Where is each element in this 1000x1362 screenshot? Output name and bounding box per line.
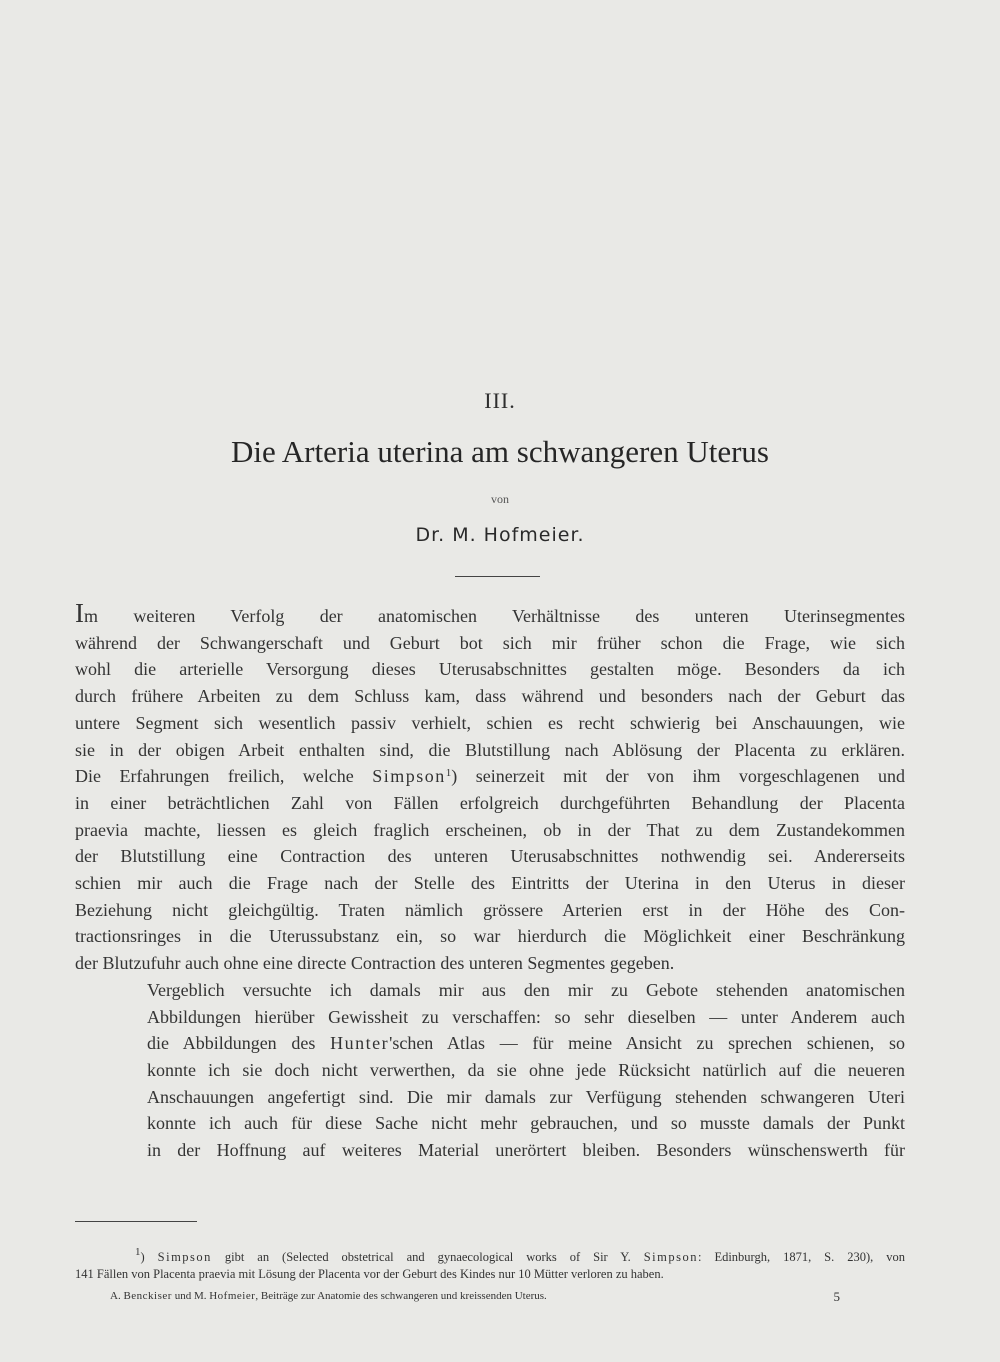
body-text <box>75 600 905 1164</box>
text-line: in einer beträchtlichen Zahl von Fällen erfolgreich durchgeführten Behandlung der Placenta <box>75 792 905 813</box>
paragraph-1 <box>75 600 905 977</box>
text-line: Abbildungen hierüber Gewissheit zu verschaffen: so sehr dieselben — unter Anderem auch <box>147 1006 905 1027</box>
text-line: Anschauungen angefertigt sind. Die mir damals zur Verfügung stehenden schwangeren Uteri <box>147 1086 905 1107</box>
text-line: durch frühere Arbeiten zu dem Schluss kam, dass während und besonders nach der Geburt das <box>75 686 905 707</box>
text-line: untere Segment sich wesentlich passiv verhielt, schien es recht schwierig bei Anschauungen, wie <box>75 712 905 733</box>
footnote-line: 141 Fällen von Placenta praevia mit Lösung der Placenta vor der Geburt des Kindes nur 10 Mütter verloren zu haben. <box>75 1267 664 1281</box>
text-line: konnte ich sie doch nicht verwerthen, da sie ohne jede Rücksicht natürlich auf die neueren <box>147 1059 905 1080</box>
text-line: der Blutstillung eine Contraction des unteren Uterusabschnittes nothwendig sei. Andererseits <box>75 846 905 867</box>
text-line: sie in der obigen Arbeit enthalten sind, die Blutstillung nach Ablösung der Placenta zu erklären. <box>75 739 905 760</box>
text-line: schien mir auch die Frage nach der Stelle des Eintritts der Uterina in den Uterus in dieser <box>75 873 905 894</box>
author-reference: Hofmeier <box>209 1290 256 1302</box>
footnote-marker: 1 <box>135 1246 141 1258</box>
article-title: Die Arteria uterina am schwangeren Uterus <box>231 434 769 469</box>
text-line: wohl die arterielle Versorgung dieses Uterusabschnittes gestalten möge. Besonders da ich <box>75 659 905 680</box>
text-line: Die Erfahrungen freilich, welche Simpson$^1$) seinerzeit mit der von ihm vorgeschlagenen und <box>75 766 906 787</box>
author-reference: Hunter <box>330 1033 390 1054</box>
footnote-marker: 1 <box>445 767 452 780</box>
text-line: Im weiteren Verfolg der anatomischen Verhältnisse des unteren Uterinsegmentes <box>75 598 905 628</box>
text-line: Vergeblich versuchte ich damals mir aus den mir zu Gebote stehenden anatomischen <box>147 979 905 1000</box>
author-reference: Benckiser <box>123 1290 172 1302</box>
chapter-number: III. <box>484 388 516 413</box>
byline-von: von <box>491 492 509 506</box>
footnote-divider <box>75 1221 197 1222</box>
title-divider <box>455 576 540 577</box>
initial-letter: I <box>75 598 84 628</box>
text-line: in der Hoffnung auf weiteres Material unerörtert bleiben. Besonders wünschenswerth für <box>147 1140 905 1161</box>
text-line: die Abbildungen des Hunter'schen Atlas — für meine Ansicht zu sprechen schienen, so <box>147 1033 906 1054</box>
author-name: Dr. M. Hofmeier. <box>415 524 585 546</box>
author-reference: Simpson <box>372 766 446 787</box>
text-line: konnte ich auch für diese Sache nicht mehr gebrauchen, und so musste damals der Punkt <box>147 1113 905 1134</box>
text-line: Beziehung nicht gleichgültig. Traten nämlich grössere Arterien erst in der Höhe des Con- <box>75 899 905 920</box>
text-line: tractionsringes in die Uterussubstanz ein, so war hierdurch die Möglichkeit einer Beschränkung <box>75 926 905 947</box>
text-line: praevia machte, liessen es gleich fraglich erscheinen, ob in der That zu dem Zustandekommen <box>75 819 905 840</box>
paragraph-2 <box>75 977 905 1164</box>
text-line: der Blutzufuhr auch ohne eine directe Contraction des unteren Segmentes gegeben. <box>75 953 675 974</box>
footnote <box>75 1246 905 1283</box>
footnote-line: $^1$) Simpson gibt an (Selected obstetrical and gynaecological works of Sir Y. Simpson: Edinburgh, 1871, S. 230), von <box>135 1246 905 1264</box>
page-number: 5 <box>833 1289 840 1304</box>
signature-line: A. Benckiser und M. Hofmeier, Beiträge zur Anatomie des schwangeren und kreissenden Uterus. 5 <box>110 1289 840 1304</box>
text-line: während der Schwangerschaft und Geburt bot sich mir früher schon die Frage, wie sich <box>75 632 905 653</box>
